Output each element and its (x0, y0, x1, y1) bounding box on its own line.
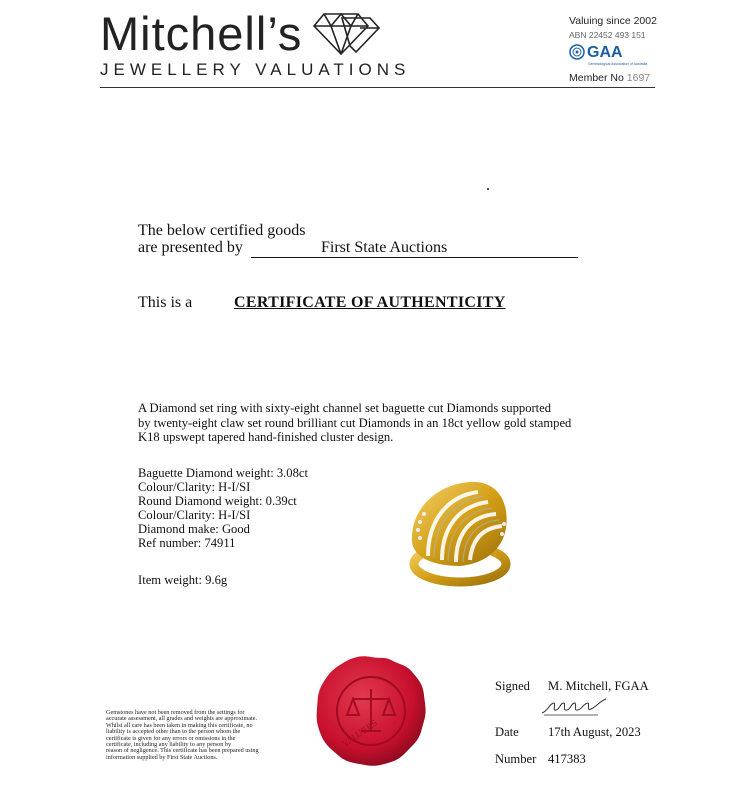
disclaimer-line: liability is accepted other than to the person whom the (106, 728, 241, 736)
handwritten-signature (540, 695, 610, 719)
description-line: A Diamond set ring with sixty-eight channel set baguette cut Diamonds supported (138, 401, 552, 415)
header-divider (100, 87, 655, 88)
wax-seal-icon (315, 655, 427, 767)
number-value: 417383 (548, 752, 586, 766)
description-line: K18 upswept tapered hand-finished cluster design. (138, 430, 394, 444)
specs-list (138, 466, 308, 550)
diamond-logo-icon (312, 8, 382, 58)
certificate-title: CERTIFICATE OF AUTHENTICITY (234, 294, 506, 311)
disclaimer-line: Whilst all care has been taken in making this certificate, no (106, 721, 253, 729)
seal-text: VALUERS (340, 718, 379, 749)
date-value: 17th August, 2023 (548, 725, 641, 739)
presented-to-field (251, 239, 578, 258)
signed-label: Signed (495, 679, 530, 693)
spec-colour-clarity: Colour/Clarity: H-I/SI (138, 508, 251, 522)
presented-to-value: First State Auctions (321, 239, 448, 256)
spec-baguette-weight: Baguette Diamond weight: 3.08ct (138, 466, 308, 480)
disclaimer-line: reason of negligence. This certificate has been prepared using (106, 747, 259, 755)
certificate-prefix: This is a (138, 294, 193, 311)
stray-dot (487, 188, 489, 190)
gaa-logo-text: GAA (587, 44, 623, 61)
item-description (138, 401, 588, 445)
spec-diamond-make: Diamond make: Good (138, 522, 250, 536)
gaa-full-name: Gemmological Association of Australia (588, 62, 648, 66)
date-label: Date (495, 725, 519, 739)
item-weight: Item weight: 9.6g (138, 573, 228, 587)
disclaimer-line: accurate assessment, all grades and weights are approximate. (106, 715, 258, 723)
intro-line-2: are presented by (138, 239, 243, 256)
brand-subtitle: JEWELLERY VALUATIONS (100, 60, 411, 79)
number-label: Number (495, 752, 537, 766)
intro-line-1: The below certified goods (138, 222, 306, 239)
disclaimer-line: Gemstones have not been removed from the settings for (106, 709, 245, 716)
brand-name: Mitchell’s (100, 7, 303, 60)
member-no-value: 1697 (626, 72, 651, 84)
spec-round-weight: Round Diamond weight: 0.39ct (138, 494, 297, 508)
abn-number: ABN 22452 493 151 (569, 30, 646, 40)
ring-photo (398, 468, 518, 588)
spec-colour-clarity: Colour/Clarity: H-I/SI (138, 480, 251, 494)
disclaimer-line: certificate is given for any errors or omissions in the (106, 734, 236, 742)
disclaimer-line: certificate, including any liability to any person by (106, 741, 232, 749)
valuing-since: Valuing since 2002 (569, 15, 657, 27)
member-label: Member No (569, 72, 624, 84)
spec-ref-number: Ref number: 74911 (138, 536, 236, 550)
description-line: by twenty-eight claw set round brilliant cut Diamonds in an 18ct yellow gold stamped (138, 415, 572, 430)
signed-value: M. Mitchell, FGAA (548, 679, 649, 693)
member-number (569, 72, 650, 84)
disclaimer-line: information supplied by First State Auctions. (106, 753, 218, 761)
disclaimer-text (106, 710, 306, 761)
